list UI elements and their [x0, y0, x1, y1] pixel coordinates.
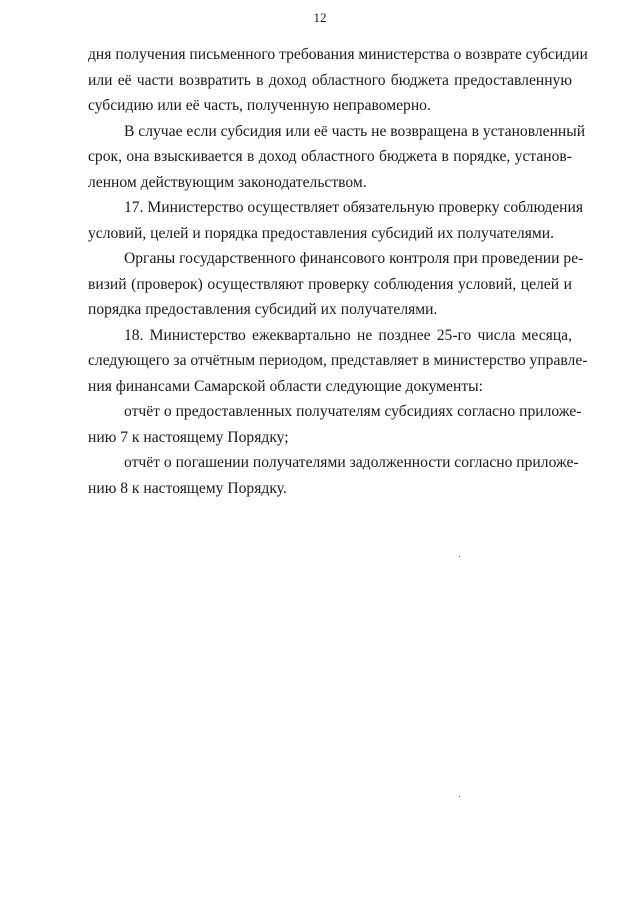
- text-line: или её части возвратить в доход областного бюджета предоставленную: [88, 71, 572, 89]
- text-line: 17. Министерство осуществляет обязательную проверку соблюдения: [124, 199, 584, 216]
- page-number: 12: [313, 10, 327, 25]
- paragraph-refund-deadline: [88, 42, 588, 119]
- paragraph-item-17: [88, 195, 584, 246]
- paragraph-financial-control: [88, 246, 584, 323]
- paragraph-recovery: [88, 119, 586, 196]
- text-line: субсидию или её часть, полученную неправомерно.: [88, 97, 431, 114]
- paragraph-report-appendix-8: [88, 450, 579, 501]
- scan-speck: [459, 556, 460, 557]
- paragraph-item-18: [88, 323, 588, 400]
- text-line: дня получения письменного требования министерства о возврате субсидии: [88, 46, 588, 63]
- text-line: порядка предоставления субсидий их получателями.: [88, 301, 438, 318]
- text-line: В случае если субсидия или её часть не возвращена в установленный: [124, 122, 586, 140]
- text-line: 18. Министерство ежеквартально не позднее 25-го числа месяца,: [124, 326, 572, 344]
- text-line: Органы государственного финансового контроля при проведении ре-: [124, 250, 584, 267]
- text-line: ния финансами Самарской области следующие документы:: [88, 377, 483, 395]
- text-line: следующего за отчётным периодом, представляет в министерство управле-: [88, 352, 588, 369]
- scan-speck: [459, 796, 460, 797]
- text-line: визий (проверок) осуществляют проверку соблюдения условий, целей и: [88, 275, 572, 293]
- text-line: отчёт о предоставленных получателям субсидиях согласно приложе-: [124, 403, 582, 420]
- text-line: ленном действующим законодательством.: [88, 173, 367, 191]
- document-body: [88, 42, 588, 501]
- text-line: условий, целей и порядка предоставления субсидий их получателями.: [88, 224, 554, 242]
- text-line: срок, она взыскивается в доход областного бюджета в порядке, установ-: [88, 148, 572, 165]
- paragraph-report-appendix-7: [88, 399, 582, 450]
- text-line: нию 8 к настоящему Порядку.: [88, 479, 287, 497]
- text-line: нию 7 к настоящему Порядку;: [88, 428, 289, 446]
- text-line: отчёт о погашении получателями задолженности согласно приложе-: [124, 454, 579, 471]
